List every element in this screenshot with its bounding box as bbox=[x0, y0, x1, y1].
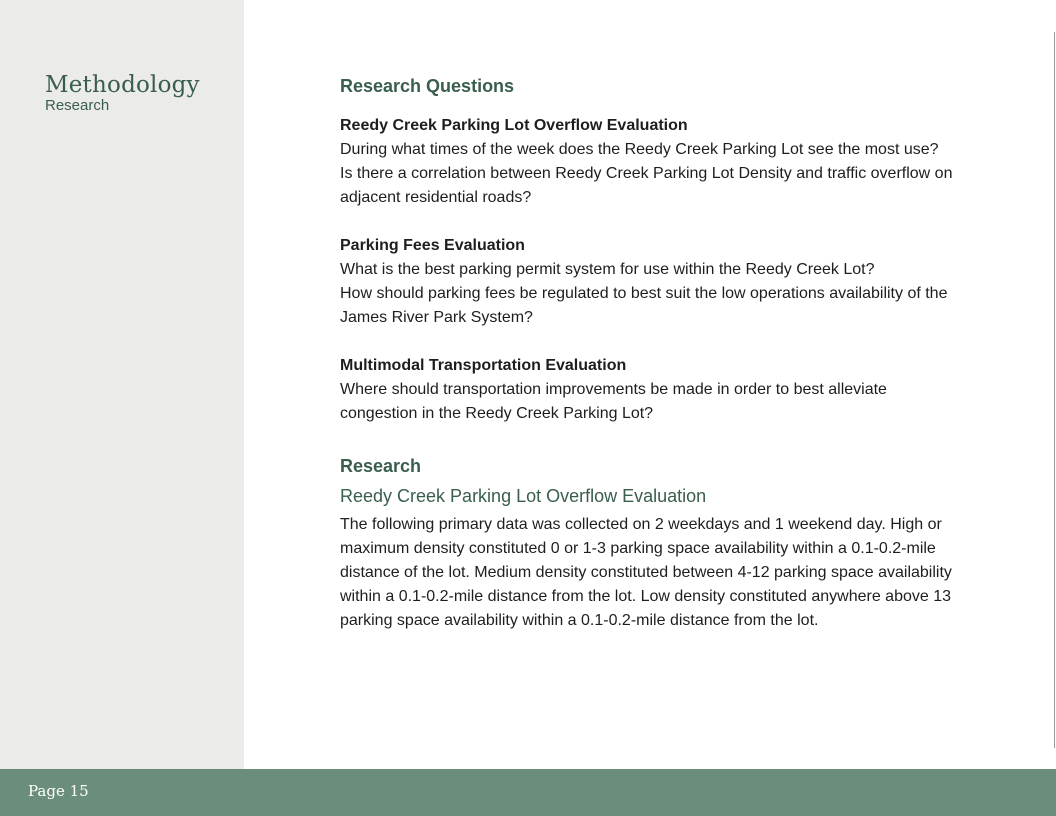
question: During what times of the week does the Reedy Creek Parking Lot see the most use? bbox=[340, 141, 939, 158]
section-title: Methodology bbox=[45, 72, 200, 98]
right-divider bbox=[1054, 32, 1055, 748]
question-group bbox=[340, 234, 960, 330]
question-group bbox=[340, 354, 960, 426]
question-group-title: Parking Fees Evaluation bbox=[340, 237, 525, 254]
sidebar bbox=[0, 0, 244, 769]
question: How should parking fees be regulated to best suit the low operations availability of the James River Park System? bbox=[340, 285, 948, 326]
research-heading: Research bbox=[340, 456, 422, 476]
footer-bar bbox=[0, 769, 1056, 816]
research-questions-heading: Research Questions bbox=[340, 76, 515, 96]
question-group bbox=[340, 114, 960, 210]
question: Is there a correlation between Reedy Creek Parking Lot Density and traffic overflow on adjacent residential roads? bbox=[340, 165, 953, 206]
research-paragraph: The following primary data was collected on 2 weekdays and 1 weekend day. High or maximum density constituted 0 or 1-3 parking space availability within a 0.1-0.2-mile distance of the lot. Medium density constituted between 4-12 parking space availability within a 0.1-0.2-mile distance from the lot. Low density constituted anywhere above 13 parking space availability within a 0.1-0.2-mile distance from the lot. bbox=[340, 516, 952, 629]
question-group-title: Reedy Creek Parking Lot Overflow Evaluation bbox=[340, 117, 688, 134]
question: Where should transportation improvements be made in order to best alleviate congestion in the Reedy Creek Parking Lot? bbox=[340, 381, 887, 422]
section-subtitle: Research bbox=[45, 97, 110, 114]
main-content bbox=[340, 74, 960, 633]
page-number: Page 15 bbox=[28, 782, 89, 800]
research-subheading: Reedy Creek Parking Lot Overflow Evaluation bbox=[340, 486, 707, 506]
question-group-title: Multimodal Transportation Evaluation bbox=[340, 357, 627, 374]
question: What is the best parking permit system for use within the Reedy Creek Lot? bbox=[340, 261, 875, 278]
